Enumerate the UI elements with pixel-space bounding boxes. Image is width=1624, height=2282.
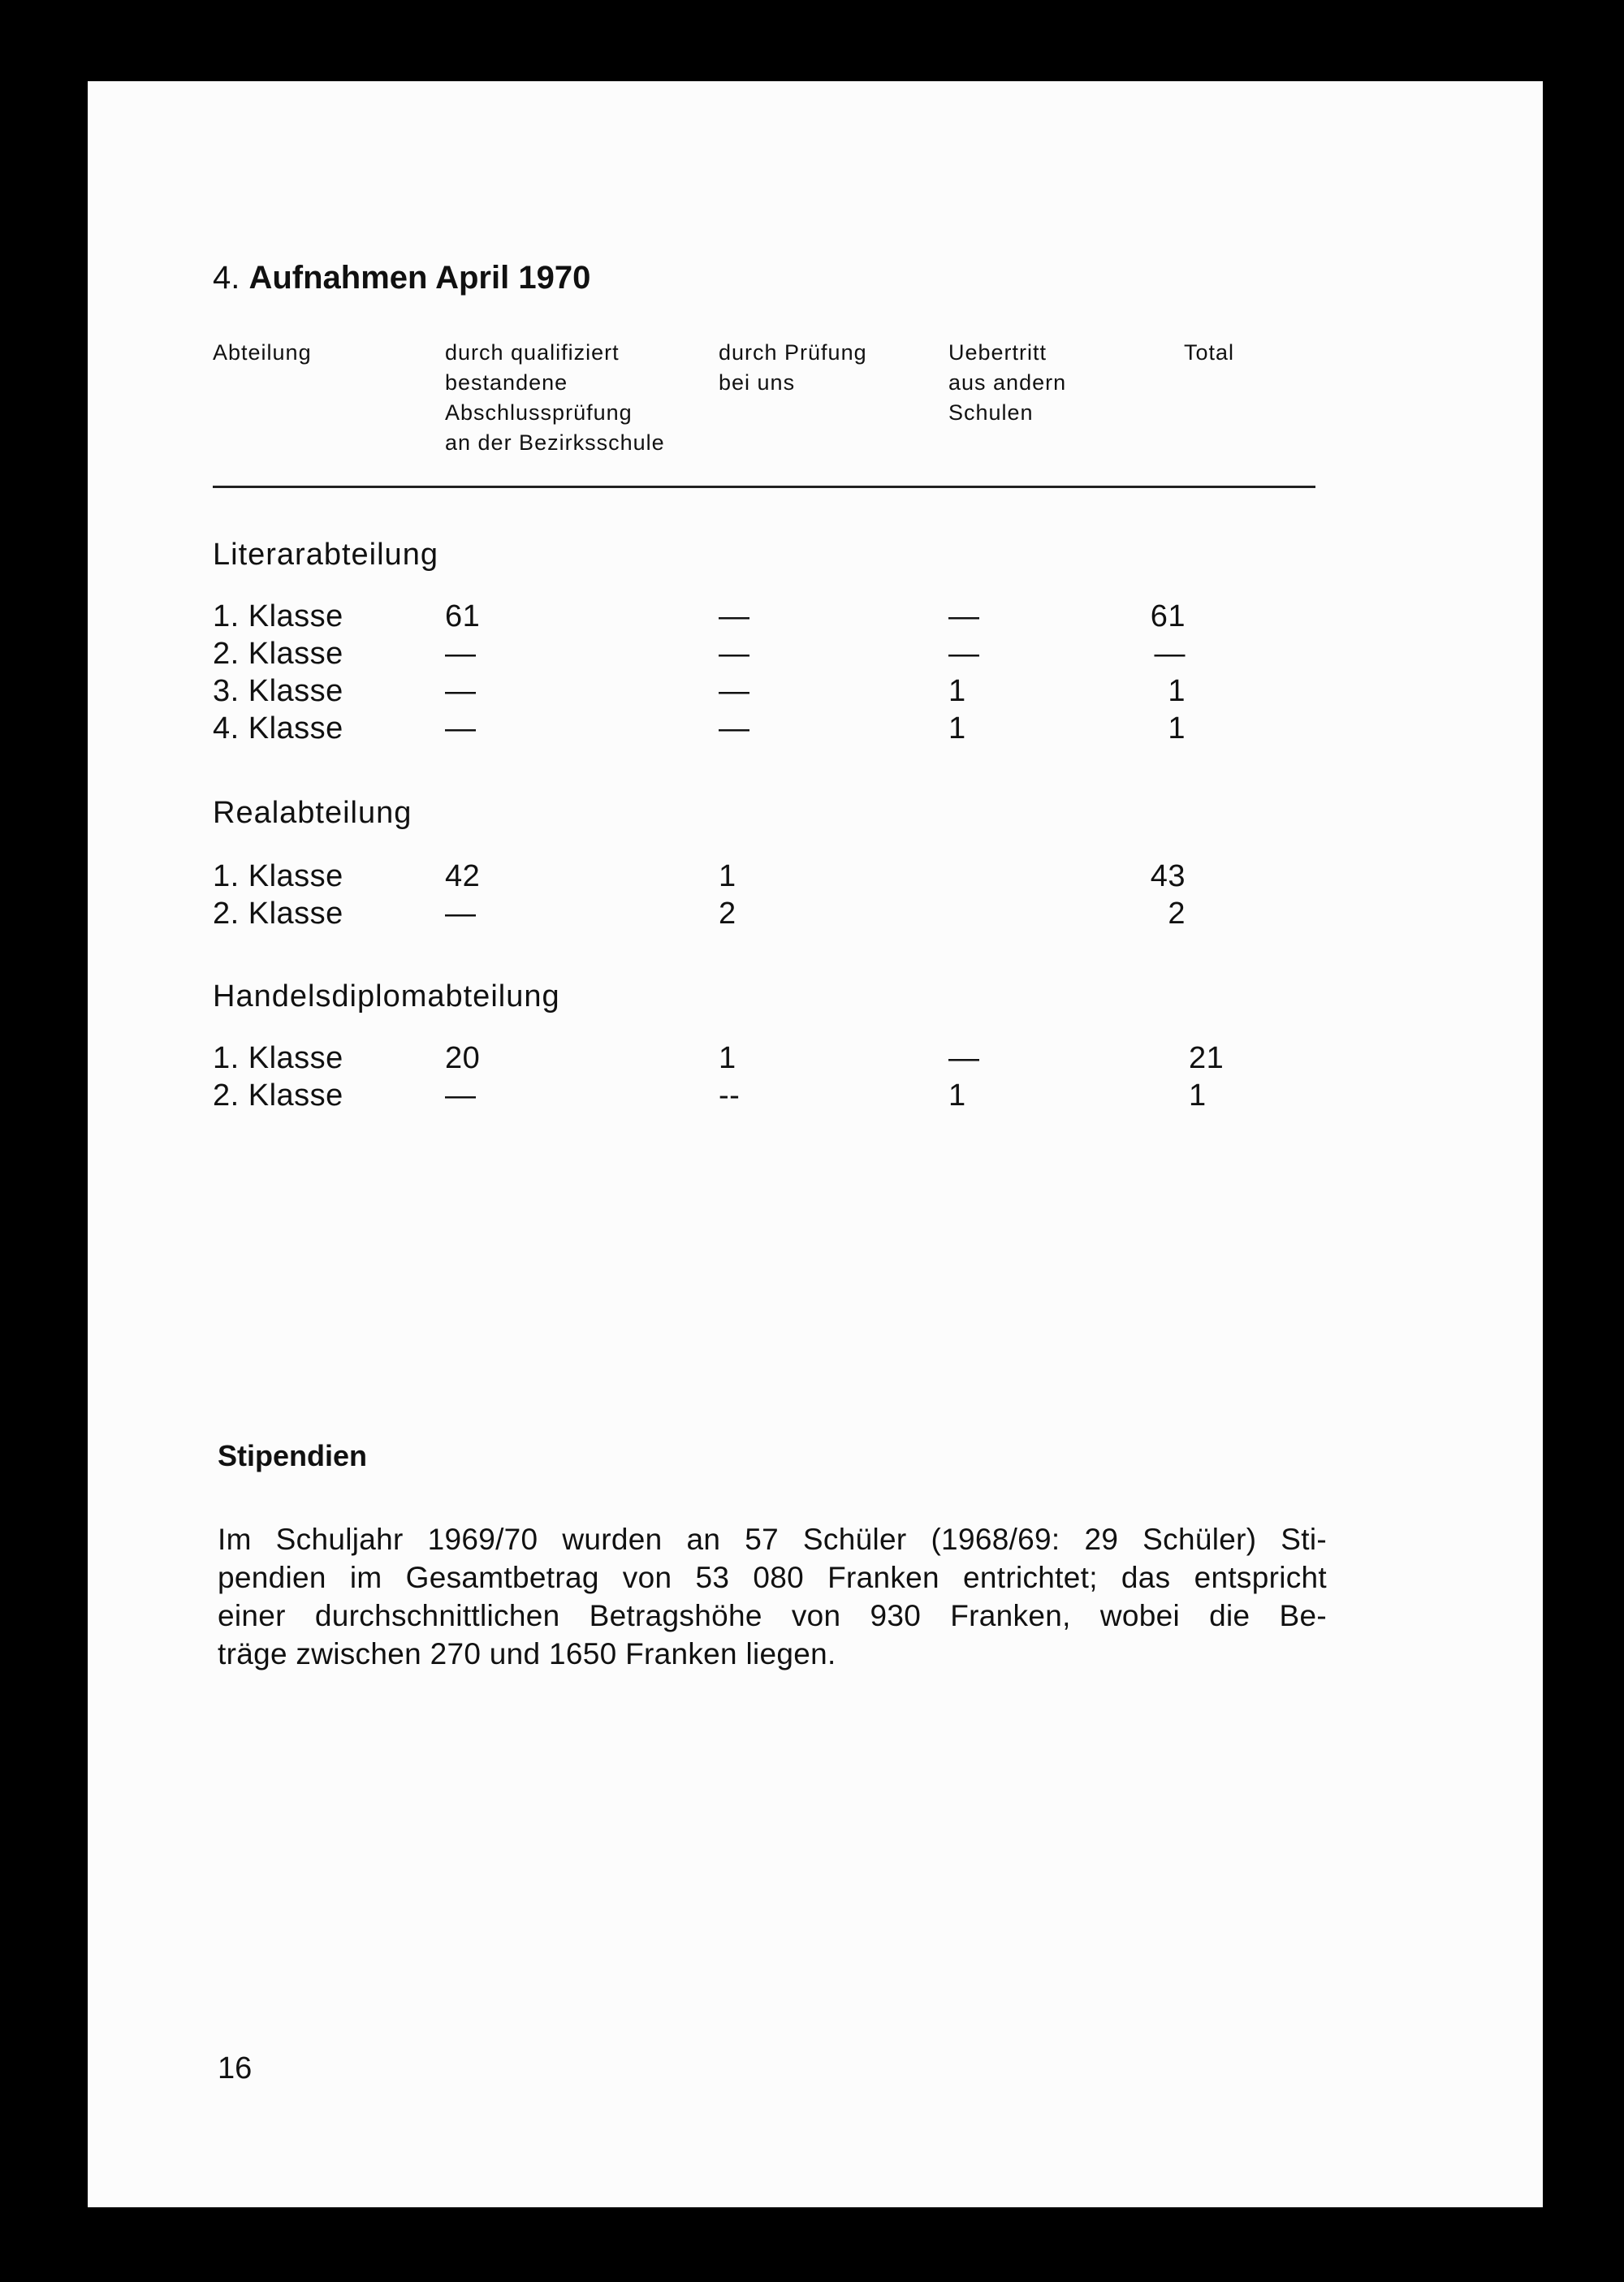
department-title: Literarabteilung: [213, 538, 438, 572]
stipendien-paragraph: Im Schuljahr 1969/70 wurden an 57 Schüler (1968/69: 29 Schüler) Sti- pendien im Gesamtbetrag von 53 080 Franken entrichtet; das entspricht einer durchschnittlichen Betragshöhe von 930 Franken, wobei die Be- träge zwischen 270 und 1650 Franken liegen.: [218, 1523, 1327, 1670]
column-header-qualifiziert: durch qualifiziert bestandene Abschlussprüfung an der Bezirksschule: [445, 340, 665, 455]
stipendien-title: Stipendien: [218, 1439, 368, 1472]
page-number: 16: [218, 2051, 253, 2085]
column-header-pruefung: durch Prüfung bei uns: [719, 340, 867, 395]
section-heading: 4. Aufnahmen April 1970: [213, 260, 591, 296]
header-rule: [213, 486, 1315, 488]
column-header-total: Total: [1184, 340, 1235, 365]
column-header-uebertritt: Uebertritt aus andern Schulen: [948, 340, 1067, 425]
department-title: Realabteilung: [213, 796, 412, 830]
document-page: 4. Aufnahmen April 1970 Abteilung durch qualifiziert bestandene Abschlussprüfung an der Bezirksschule durch Prüfung bei uns Uebertritt aus andern Schulen Total Literarabteilung 1. Klasse 61 — — 61 2. Klasse — — — — 3. Klasse — — 1 1 4. Klasse — — 1 1 Realabteilung 1. Klasse 42 1 43 2. Klasse — 2 2 Handelsdiplomabteilung 1. Klasse 20 1 — 21 2. Klasse — -- 1 1 Stipendien Im Schuljahr 1969/70 wurden an 57 Schüler (1968/69: 29 Schüler) Sti- pendien im Gesamtbetrag von 53 080 Franken entrichtet; das entspricht einer durchschnittlichen Betragshöhe von 930 Franken, wobei die Be- träge zwischen 270 und 1650 Franken liegen. 16: [88, 81, 1543, 2207]
column-header-abteilung: Abteilung: [213, 340, 312, 365]
department-title: Handelsdiplomabteilung: [213, 979, 560, 1014]
